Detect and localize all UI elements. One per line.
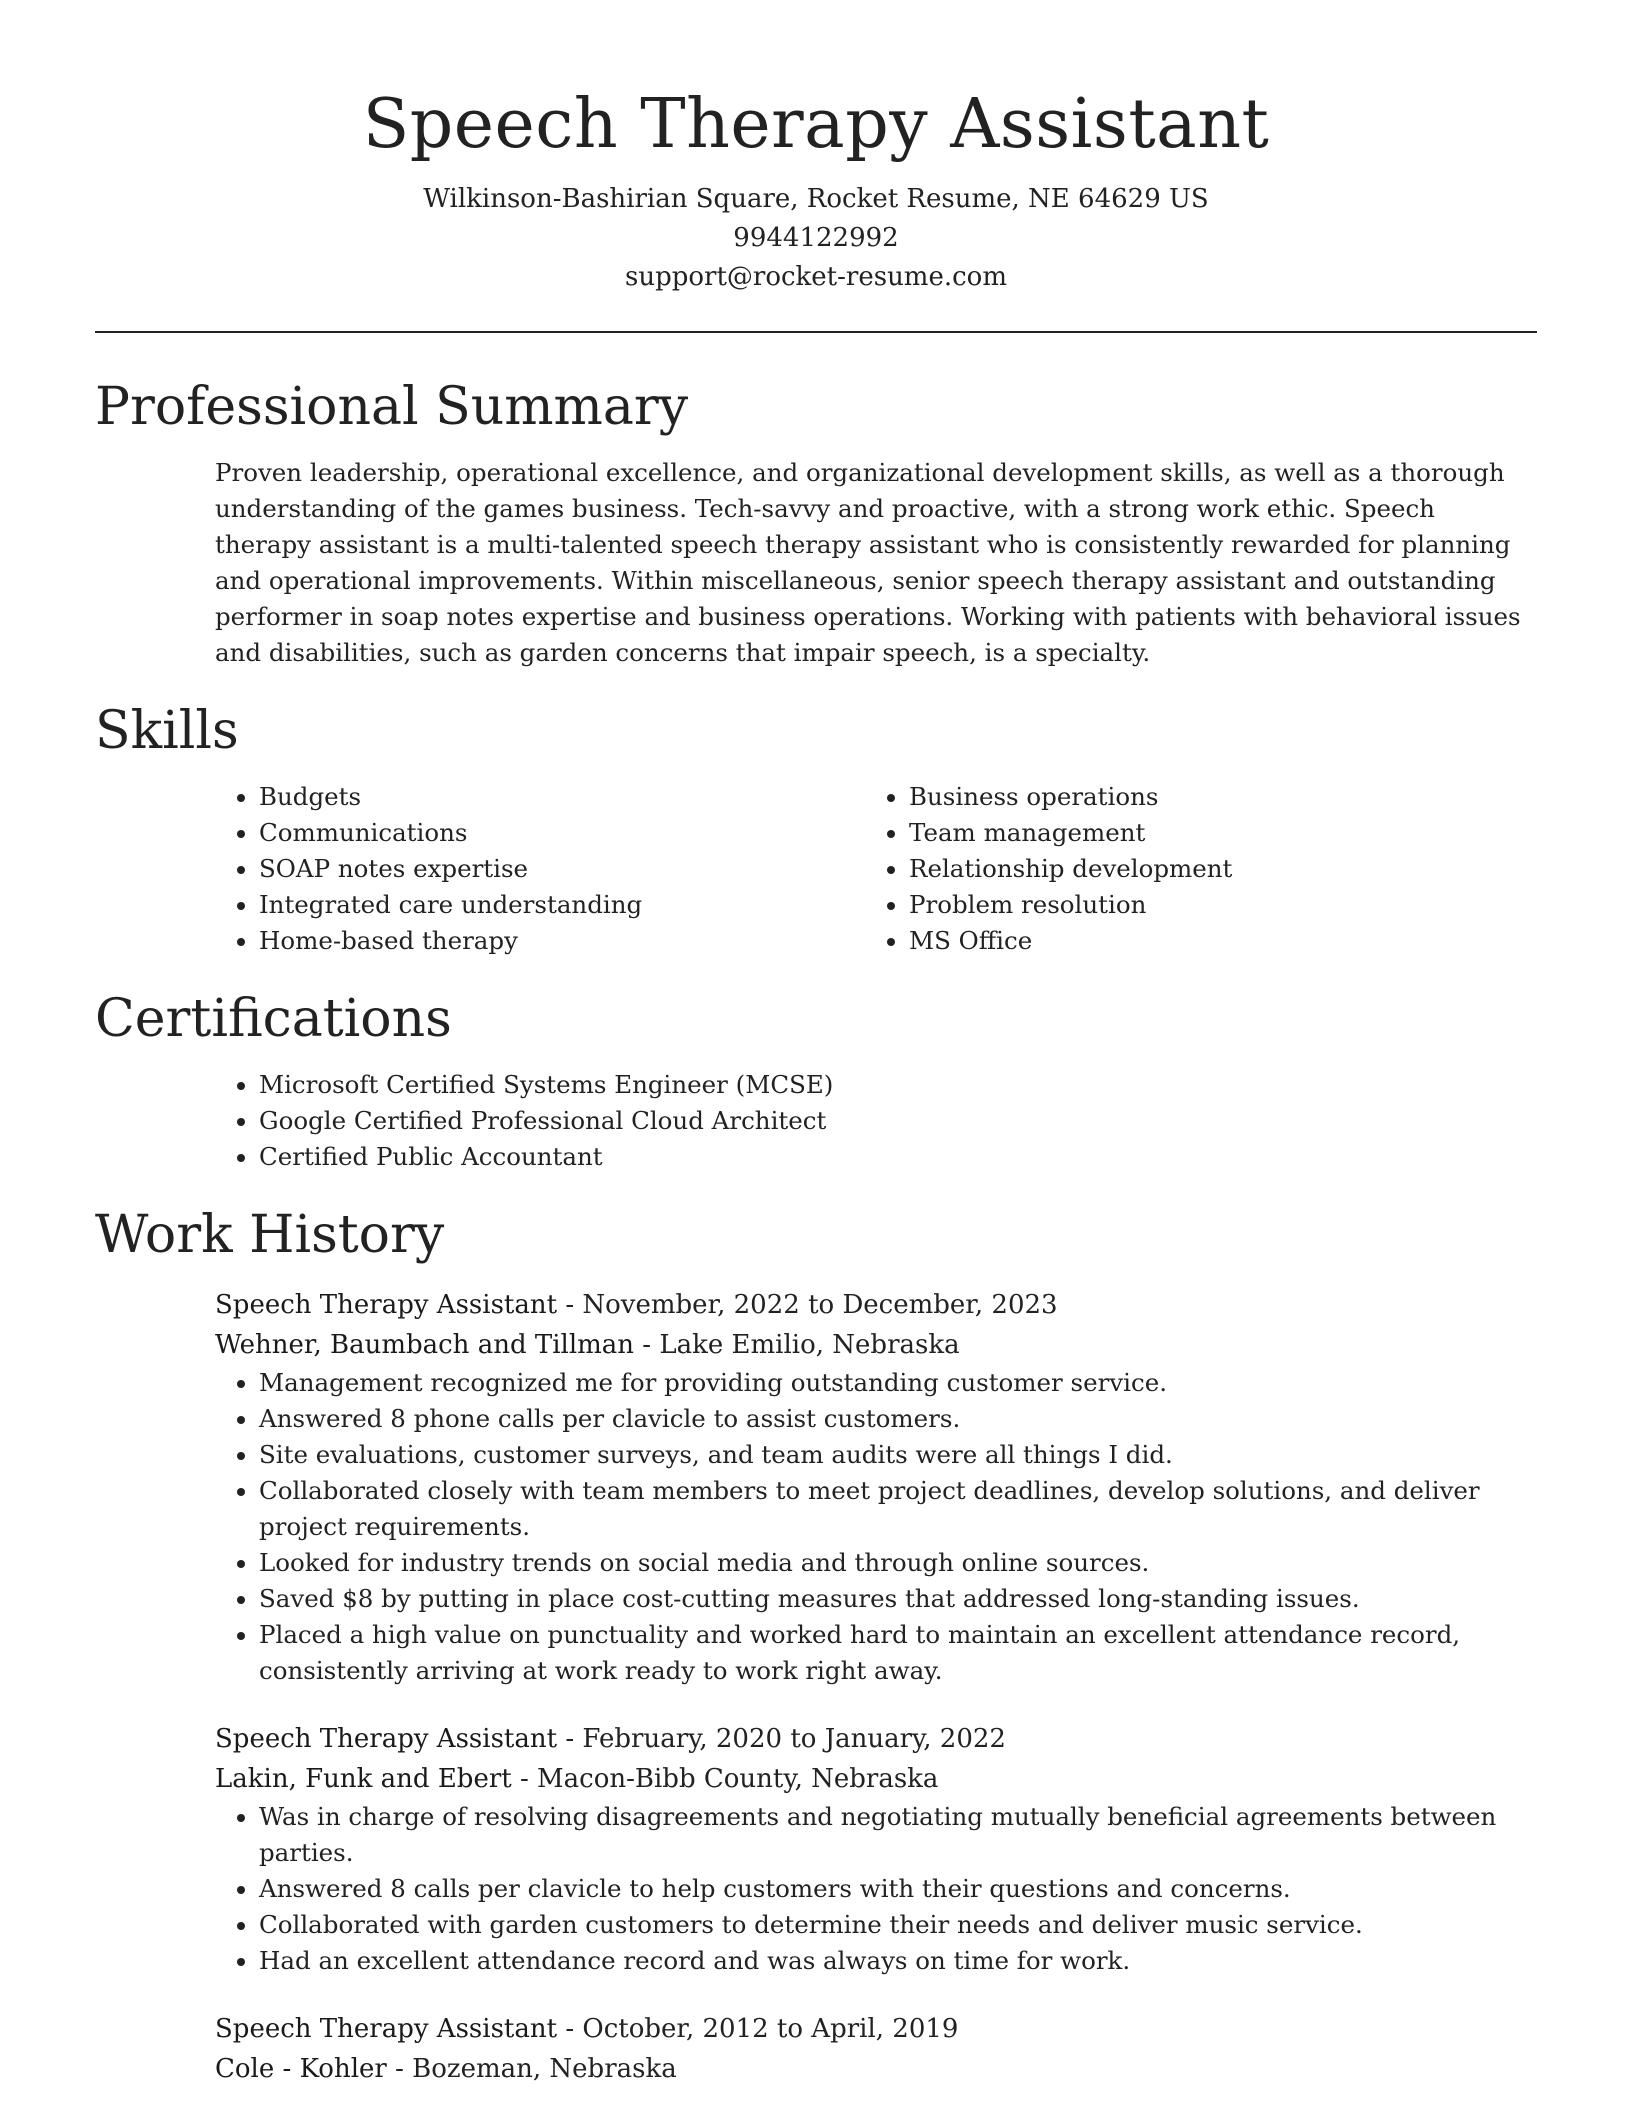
skill-item: • Integrated care understanding bbox=[259, 887, 865, 923]
job-bullets bbox=[215, 1365, 1537, 1689]
contact-phone: 9944122992 bbox=[733, 223, 899, 253]
skills-section bbox=[95, 695, 1537, 959]
job-bullet: • Answered 8 phone calls per clavicle to assist customers. bbox=[259, 1401, 1537, 1437]
job-bullet: • Was in charge of resolving disagreements and negotiating mutually beneficial agreements between parties. bbox=[259, 1799, 1537, 1871]
job-dates: - February, 2020 to January, 2022 bbox=[557, 1724, 1006, 1754]
job-title: Speech Therapy Assistant bbox=[215, 2014, 558, 2044]
work-history-section bbox=[95, 1199, 1537, 2089]
certifications-section bbox=[95, 983, 1537, 1175]
job-location: - Macon-Bibb County, Nebraska bbox=[511, 1764, 939, 1794]
professional-summary-section bbox=[95, 371, 1537, 671]
job-bullet: • Saved $8 by putting in place cost-cutting measures that addressed long-standing issues. bbox=[259, 1581, 1537, 1617]
job-entry bbox=[215, 2009, 1537, 2089]
job-title-line bbox=[215, 1719, 1537, 1759]
skill-item: • MS Office bbox=[909, 923, 1515, 959]
certification-item: • Certified Public Accountant bbox=[259, 1139, 1537, 1175]
skill-item: • Budgets bbox=[259, 779, 865, 815]
contact-info bbox=[95, 180, 1537, 297]
job-bullet: • Placed a high value on punctuality and worked hard to maintain an excellent attendance record, consistently arriving at work ready to work right away. bbox=[259, 1617, 1537, 1689]
job-dates: - November, 2022 to December, 2023 bbox=[557, 1290, 1058, 1320]
certifications-list bbox=[215, 1067, 1537, 1175]
job-title: Speech Therapy Assistant bbox=[215, 1290, 558, 1320]
job-bullet: • Looked for industry trends on social media and through online sources. bbox=[259, 1545, 1537, 1581]
candidate-name: Speech Therapy Assistant bbox=[362, 85, 1270, 164]
job-entry bbox=[215, 1719, 1537, 1979]
job-bullet: • Answered 8 calls per clavicle to help customers with their questions and concerns. bbox=[259, 1871, 1537, 1907]
skills-heading: Skills bbox=[95, 701, 239, 761]
job-title-line bbox=[215, 2009, 1537, 2049]
work-history-heading: Work History bbox=[95, 1205, 445, 1265]
skill-item: • Business operations bbox=[909, 779, 1515, 815]
certifications-heading: Certifications bbox=[95, 989, 452, 1049]
job-company-line bbox=[215, 2049, 1537, 2089]
summary-text: Proven leadership, operational excellence, and organizational development skills, as well as a thorough understanding of the games business. Tech-savvy and proactive, with a strong work ethic. Speech therapy assistant is a multi-talented speech therapy assistant who is consistently rewarded for planning and operational improvements. Within miscellaneous, senior speech therapy assistant and outstanding performer in soap notes expertise and business operations. Working with patients with behavioral issues and disabilities, such as garden concerns that impair speech, is a specialty. bbox=[215, 458, 1521, 667]
skills-column-right bbox=[865, 779, 1515, 959]
job-company: Wehner, Baumbach and Tillman bbox=[215, 1330, 635, 1360]
skills-column-left bbox=[215, 779, 865, 959]
contact-address: Wilkinson-Bashirian Square, Rocket Resume, NE 64629 US bbox=[423, 184, 1209, 214]
job-location: - Bozeman, Nebraska bbox=[386, 2054, 677, 2084]
skill-item: • Team management bbox=[909, 815, 1515, 851]
skill-item: • Communications bbox=[259, 815, 865, 851]
skills-grid bbox=[215, 779, 1537, 959]
skills-list-left bbox=[215, 779, 865, 959]
skill-item: • Problem resolution bbox=[909, 887, 1515, 923]
certifications-list-wrapper bbox=[215, 1067, 1537, 1175]
job-bullet: • Management recognized me for providing outstanding customer service. bbox=[259, 1365, 1537, 1401]
job-location: - Lake Emilio, Nebraska bbox=[634, 1330, 960, 1360]
job-bullets bbox=[215, 1799, 1537, 1979]
header-divider bbox=[95, 331, 1537, 333]
contact-email: support@rocket-resume.com bbox=[624, 262, 1007, 292]
job-dates: - October, 2012 to April, 2019 bbox=[557, 2014, 959, 2044]
certification-item: • Microsoft Certified Systems Engineer (MCSE) bbox=[259, 1067, 1537, 1103]
resume-header bbox=[95, 0, 1537, 297]
job-title: Speech Therapy Assistant bbox=[215, 1724, 558, 1754]
job-bullet: • Had an excellent attendance record and was always on time for work. bbox=[259, 1943, 1537, 1979]
job-company: Cole - Kohler bbox=[215, 2054, 387, 2084]
job-bullet: • Collaborated closely with team members to meet project deadlines, develop solutions, and deliver project requirements. bbox=[259, 1473, 1537, 1545]
job-entry bbox=[215, 1285, 1537, 1689]
job-bullet: • Collaborated with garden customers to determine their needs and deliver music service. bbox=[259, 1907, 1537, 1943]
skill-item: • Home-based therapy bbox=[259, 923, 865, 959]
skill-item: • Relationship development bbox=[909, 851, 1515, 887]
summary-heading: Professional Summary bbox=[95, 377, 689, 437]
skills-list-right bbox=[865, 779, 1515, 959]
certification-item: • Google Certified Professional Cloud Architect bbox=[259, 1103, 1537, 1139]
job-company-line bbox=[215, 1759, 1537, 1799]
job-title-line bbox=[215, 1285, 1537, 1325]
job-company-line bbox=[215, 1325, 1537, 1365]
job-bullet: • Site evaluations, customer surveys, and team audits were all things I did. bbox=[259, 1437, 1537, 1473]
skill-item: • SOAP notes expertise bbox=[259, 851, 865, 887]
job-company: Lakin, Funk and Ebert bbox=[215, 1764, 512, 1794]
